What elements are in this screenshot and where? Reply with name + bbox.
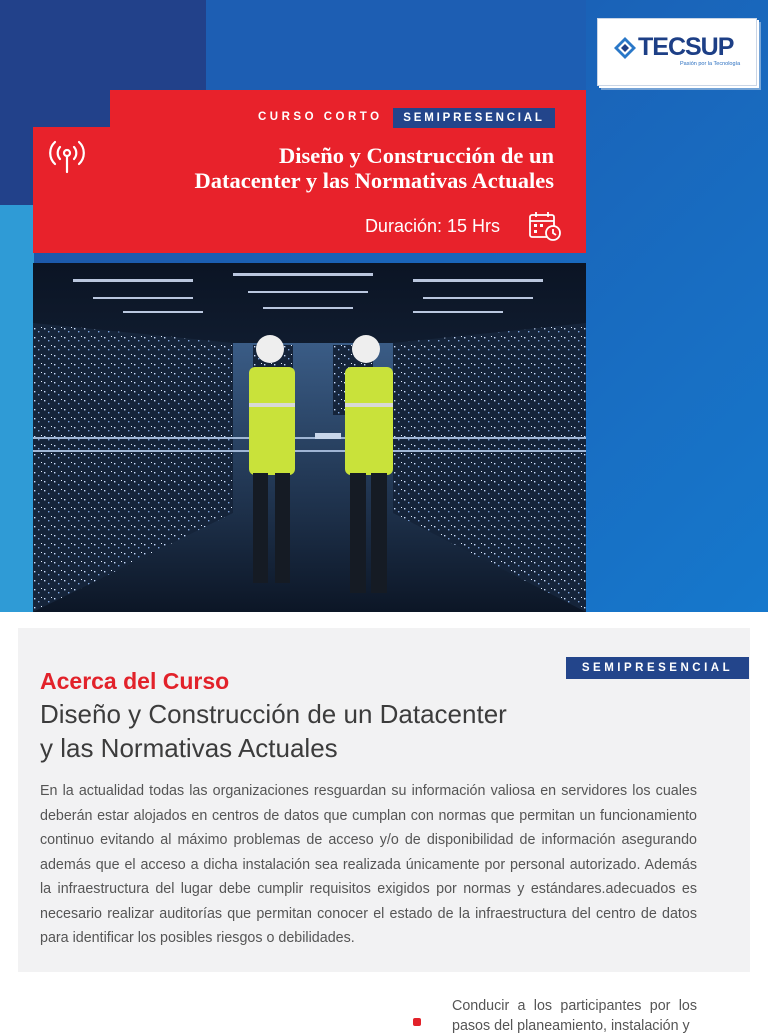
about-course-title-line-1: Diseño y Construcción de un Datacenter [40, 699, 507, 729]
about-description: En la actualidad todas las organizaciones resguardan su información valiosa en servidores los cuales deberán estar alojados en centros de datos que cumplan con normas que permitan un funcionamiento continuo evitando al máximo problemas de acceso y/o de disponibilidad de información asegurando además que el acceso a dicha instalación sea realizada únicamente por personal autorizado. Además la infraestructura del lugar debe cumplir requisitos exigidos por normas y estándares.adecuados es necesario realizar auditorías que permitan conocer el estado de la infraestructura del centro de datos para identificar los posibles riesgos o debilidades. [40, 783, 697, 946]
bullet-marker [413, 1018, 421, 1026]
tecsup-logo-icon [614, 37, 636, 59]
about-course-title [40, 697, 600, 765]
logo-name: TECSUP [638, 33, 734, 61]
modality-badge: SEMIPRESENCIAL [393, 108, 555, 128]
datacenter-photo [33, 263, 586, 612]
hero-mid-block [206, 0, 586, 90]
about-modality-badge: SEMIPRESENCIAL [566, 657, 749, 679]
about-course-title-line-2: y las Normativas Actuales [40, 733, 338, 763]
about-heading: Acerca del Curso [40, 668, 230, 694]
hero-light-strip [0, 205, 34, 612]
logo-tagline: Pasión por la Tecnología [680, 61, 741, 67]
datacenter-photo-illustration [33, 263, 586, 612]
calendar-clock-icon [528, 210, 562, 242]
course-title-line-2: Datacenter y las Normativas Actuales [194, 168, 554, 193]
objective-text: Conducir a los participantes por los pasos del planeamiento, instalación y [452, 998, 697, 1034]
course-kicker: CURSO CORTO [258, 111, 383, 123]
broadcast-icon [46, 138, 88, 174]
tecsup-logo [597, 18, 757, 86]
course-title [112, 143, 554, 193]
course-title-line-1: Diseño y Construcción de un [278, 143, 554, 168]
course-duration: Duración: 15 Hrs [364, 216, 500, 236]
